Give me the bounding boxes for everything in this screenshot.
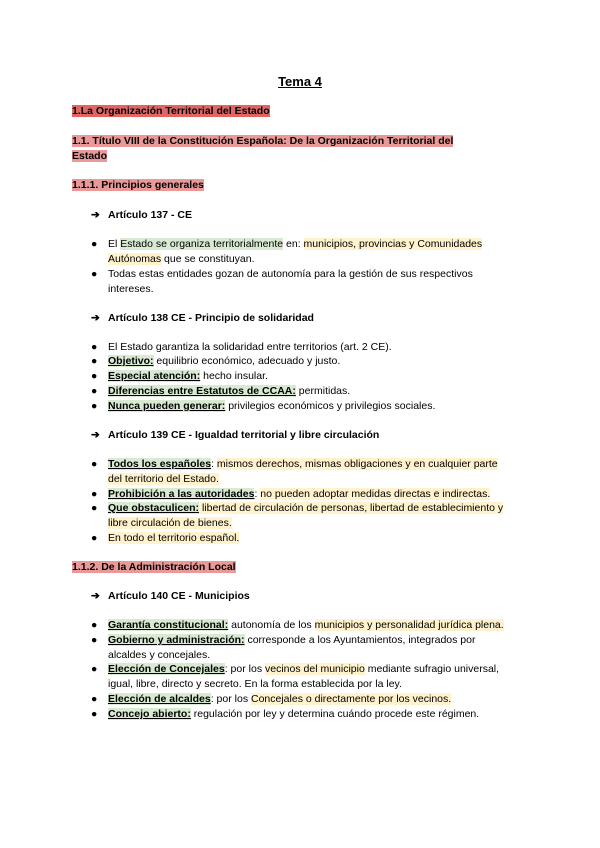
list-item: ● Gobierno y administración: corresponde a los Ayuntamientos, integrados por alcaldes y concejales. [91,634,476,661]
bullet-icon: ● [91,341,98,353]
arrow-icon: ➔ [91,590,100,602]
list-item: ● Nunca pueden generar: privilegios económicos y privilegios sociales. [91,400,436,412]
list-item: ● Que obstaculicen: libertad de circulación de personas, libertad de establecimiento y libre circulación de bienes. [91,502,504,529]
list-item: ● Garantía constitucional: autonomía de los municipios y personalidad jurídica plena. [91,619,504,631]
list-item: ● Elección de Concejales: por los vecinos del municipio mediante sufragio universal, igual, libre, directo y secreto. En la forma establecida por la ley. [91,663,500,690]
bullet-icon: ● [91,238,98,250]
arrow-icon: ➔ [91,209,100,221]
list-item: ● El Estado se organiza territorialmente en: municipios, provincias y Comunidades Autónomas que se constituyan. [91,238,483,265]
bullet-icon: ● [91,693,98,705]
bullet-icon: ● [91,355,98,367]
list-item: ● Especial atención: hecho insular. [91,370,268,382]
article-138-heading: ➔ Artículo 138 CE - Principio de solidaridad [91,312,314,324]
article-139-heading: ➔ Artículo 139 CE - Igualdad territorial y libre circulación [91,429,380,441]
bullet-icon: ● [91,663,98,675]
list-item: ● Todas estas entidades gozan de autonomía para la gestión de sus respectivos intereses. [91,268,473,295]
bullet-icon: ● [91,370,98,382]
bullet-icon: ● [91,502,98,514]
heading-3-administracion: 1.1.2. De la Administración Local [72,561,236,573]
arrow-icon: ➔ [91,429,100,441]
article-140-heading: ➔ Artículo 140 CE - Municipios [91,590,250,602]
heading-2: 1.1. Título VIII de la Constitución Española: De la Organización Territorial del Estado [72,135,454,162]
heading-1: 1.La Organización Territorial del Estado [72,105,270,117]
list-item: ● Todos los españoles: mismos derechos, mismas obligaciones y en cualquier parte del territorio del Estado. [91,458,498,485]
bullet-icon: ● [91,268,98,280]
heading-3-principios: 1.1.1. Principios generales [72,179,204,191]
page-title: Tema 4 [278,74,322,89]
list-item: ● El Estado garantiza la solidaridad entre territorios (art. 2 CE). [91,341,392,353]
bullet-icon: ● [91,488,98,500]
list-item: ● Concejo abierto: regulación por ley y determina cuándo procede este régimen. [91,708,480,720]
list-item: ● Diferencias entre Estatutos de CCAA: permitidas. [91,385,351,397]
bullet-icon: ● [91,532,98,544]
bullet-icon: ● [91,619,98,631]
list-item: ● Objetivo: equilibrio económico, adecuado y justo. [91,355,341,367]
article-137-heading: ➔ Artículo 137 - CE [91,209,193,221]
bullet-icon: ● [91,634,98,646]
list-item: ● Prohibición a las autoridades: no pueden adoptar medidas directas e indirectas. [91,488,491,500]
list-item: ● Elección de alcaldes: por los Concejales o directamente por los vecinos. [91,693,452,705]
arrow-icon: ➔ [91,312,100,324]
bullet-icon: ● [91,458,98,470]
list-item: ● En todo el territorio español. [91,532,240,544]
bullet-icon: ● [91,400,98,412]
bullet-icon: ● [91,708,98,720]
bullet-icon: ● [91,385,98,397]
